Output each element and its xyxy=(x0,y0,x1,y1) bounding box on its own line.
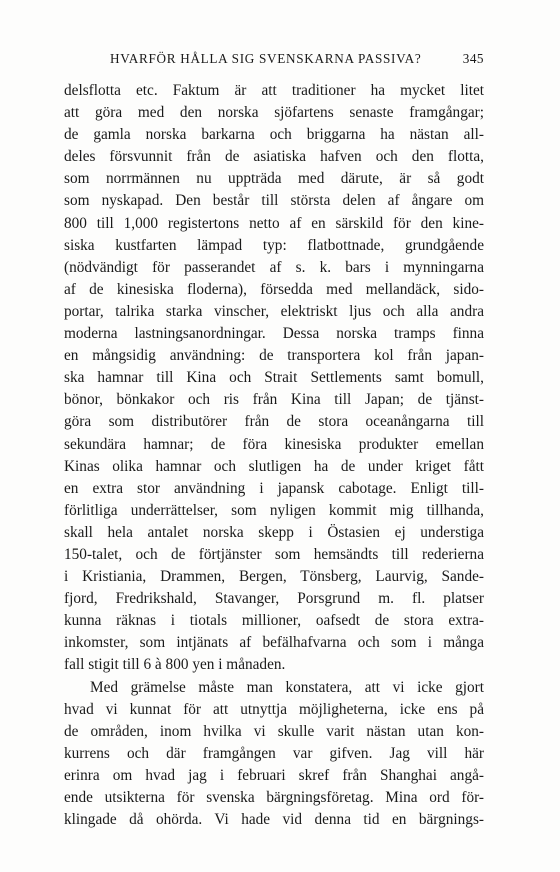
text-line: Kinas olika hamnar och slutligen ha de under kriget fått xyxy=(64,457,484,475)
text-line: de gamla norska barkarna och briggarna ha nästan all- xyxy=(64,126,484,144)
text-line: 150-talet, och de förtjänster som hemsändts till rederierna xyxy=(64,545,484,563)
text-line: de områden, inom hvilka vi skulle varit nästan utan kon- xyxy=(64,722,484,740)
text-line: förlitliga underrättelser, som nyligen kommit mig tillhanda, xyxy=(64,501,484,519)
paragraph-last-line: fall stigit till 6 à 800 yen i månaden. xyxy=(64,656,286,674)
text-line: göra som distributörer från de stora oceanångarna till xyxy=(64,413,484,431)
text-line: ende utsikterna för svenska bärgningsföretag. Mina ord för- xyxy=(64,789,484,806)
running-title: HVARFÖR HÅLLA SIG SVENSKARNA PASSIVA? xyxy=(110,51,422,66)
text-line: 800 till 1,000 registertons netto af en särskild för den kine- xyxy=(64,214,484,232)
text-line: portar, talrika starka vinscher, elektriskt ljus och alla andra xyxy=(64,302,484,320)
running-header xyxy=(64,48,484,70)
text-line: en extra stor användning i japansk cabotage. Enligt till- xyxy=(64,479,484,497)
text-line: en mångsidig användning: de transportera kol från japan- xyxy=(64,347,484,365)
text-line: (nödvändigt för passerandet af s. k. bars i mynningarna xyxy=(64,258,484,276)
text-line: delsflotta etc. Faktum är att traditioner ha mycket litet xyxy=(64,82,484,99)
text-line: siska kustfarten lämpad typ: flatbottnade, grundgående xyxy=(64,236,484,254)
text-line: hvad vi kunnat för att utnyttja möjligheterna, icke ens på xyxy=(64,700,484,718)
text-line: deles försvunnit från de asiatiska hafven och den flotta, xyxy=(64,148,484,166)
text-line: att göra med den norska sjöfartens senaste framgångar; xyxy=(64,104,484,122)
text-line: af de kinesiska floderna), försedda med mellandäck, sido- xyxy=(64,280,484,298)
text-line: skall hela antalet norska skepp i Östasien ej understiga xyxy=(64,523,484,541)
page-number: 345 xyxy=(462,51,484,66)
text-line: erinra om hvad jag i februari skref från Shanghai angå- xyxy=(64,766,484,784)
text-line: klingade då ohörda. Vi hade vid denna tid en bärgnings- xyxy=(64,811,484,829)
text-line: moderna lastningsanordningar. Dessa norska tramps finna xyxy=(64,325,484,343)
text-line: ska hamnar till Kina och Strait Settlements samt bomull, xyxy=(64,369,484,387)
text-line: i Kristiania, Drammen, Bergen, Tönsberg, Laurvig, Sande- xyxy=(64,568,484,586)
text-line: sekundära hamnar; de föra kinesiska produkter emellan xyxy=(64,435,484,453)
paragraph-first-line: Med grämelse måste man konstatera, att vi icke gjort xyxy=(90,678,484,696)
body-text xyxy=(64,80,484,831)
text-line: kurrens och där framgången var gifven. Jag vill här xyxy=(64,744,484,762)
text-line: fjord, Fredrikshald, Stavanger, Porsgrund m. fl. platser xyxy=(64,590,484,608)
text-line: kunna räknas i tiotals millioner, oafsedt de stora extra- xyxy=(64,612,484,630)
text-line: som nyskapad. Den består till största delen af ångare om xyxy=(64,192,484,210)
text-line: bönor, bönkakor och ris från Kina till Japan; de tjänst- xyxy=(64,391,484,409)
text-line: inkomster, som intjänats af befälhafvarna och som i många xyxy=(64,634,484,652)
text-line: som norrmännen nu uppträda med därute, är så godt xyxy=(64,170,484,188)
